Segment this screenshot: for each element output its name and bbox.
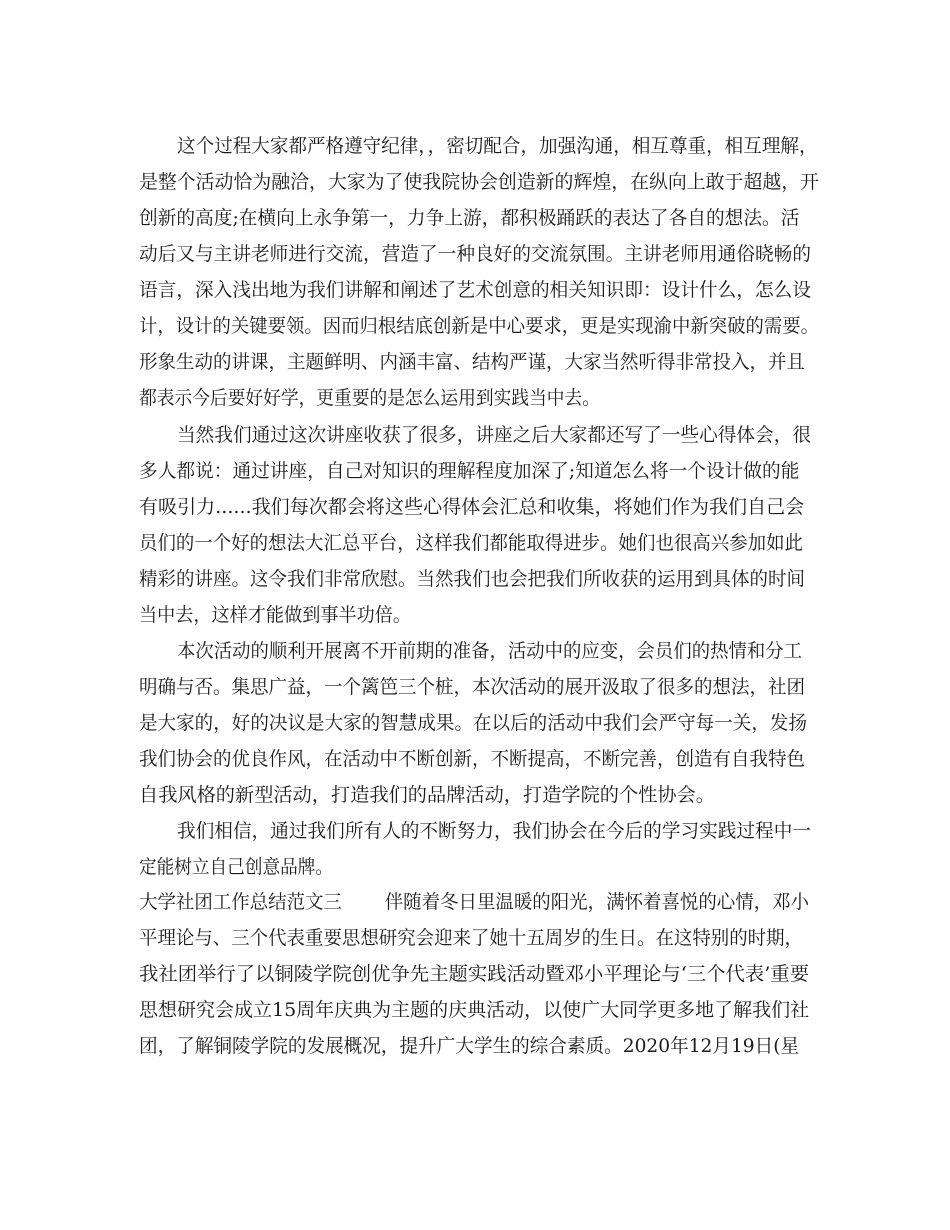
text-line: 我们相信，通过我们所有人的不断努力，我们协会在今后的学习实践过程中一 xyxy=(177,820,812,842)
text-line: 都表示今后要好好学，更重要的是怎么运用到实践当中去。 xyxy=(139,387,601,409)
text-line: 当然我们通过这次讲座收获了很多，讲座之后大家都还写了一些心得体会，很 xyxy=(177,424,812,446)
text-line: 当中去，这样才能做到事半功倍。 xyxy=(139,604,412,626)
text-line: 形象生动的讲课，主题鲜明、内涵丰富、结构严谨，大家当然听得非常投入，并且 xyxy=(139,351,806,373)
text-line: 动后又与主讲老师进行交流，营造了一种良好的交流氛围。主讲老师用通俗晓畅的 xyxy=(139,243,812,265)
text-line: 定能树立自己创意品牌。 xyxy=(139,856,334,878)
text-line: 本次活动的顺利开展离不开前期的准备，活动中的应变，会员们的热情和分工 xyxy=(177,640,803,662)
text-line: 多人都说：通过讲座，自己对知识的理解程度加深了;知道怎么将一个设计做的能 xyxy=(139,460,800,482)
text-line: 我们协会的优良作风，在活动中不断创新，不断提高，不断完善，创造有自我特色 xyxy=(139,748,806,770)
text-line: 语言，深入浅出地为我们讲解和阐述了艺术创意的相关知识即：设计什么，怎么设 xyxy=(139,279,812,301)
text-line: 平理论与、三个代表重要思想研究会迎来了她十五周岁的生日。在这特别的时期， xyxy=(139,927,804,949)
text-line: 员们的一个好的想法大汇总平台，这样我们都能取得进步。她们也很高兴参加如此 xyxy=(139,532,804,554)
text-line: 团，了解铜陵学院的发展概况，提升广大学生的综合素质。2020年12月19日(星 xyxy=(139,1035,800,1057)
text-line: 大学社团工作总结范文三 伴随着冬日里温暖的阳光，满怀着喜悦的心情，邓小 xyxy=(139,891,810,913)
text-line: 是大家的，好的决议是大家的智慧成果。在以后的活动中我们会严守每一关，发扬 xyxy=(139,712,808,734)
text-line: 有吸引力......我们每次都会将这些心得体会汇总和收集，将她们作为我们自己会 xyxy=(139,496,805,518)
text-line: 创新的高度;在横向上永争第一，力争上游，都积极踊跃的表达了各自的想法。活 xyxy=(139,207,800,229)
text-line: 精彩的讲座。这令我们非常欣慰。当然我们也会把我们所收获的运用到具体的时间 xyxy=(139,568,806,590)
text-line: 这个过程大家都严格遵守纪律，，密切配合，加强沟通，相互尊重，相互理解， xyxy=(177,135,818,157)
text-line: 思想研究会成立15周年庆典为主题的庆典活动，以使广大同学更多地了解我们社 xyxy=(139,999,810,1021)
text-line: 我社团举行了以铜陵学院创优争先主题实践活动暨邓小平理论与‘三个代表’重要 xyxy=(139,963,810,985)
text-line: 计，设计的关键要领。因而归根结底创新是中心要求，更是实现渝中新突破的需要。 xyxy=(139,315,820,337)
text-line: 自我风格的新型活动，打造我们的品牌活动，打造学院的个性协会。 xyxy=(139,784,716,806)
text-line: 是整个活动恰为融洽，大家为了使我院协会创造新的辉煌，在纵向上敢于超越，开 xyxy=(139,171,820,193)
text-line: 明确与否。集思广益，一个篱笆三个桩，本次活动的展开汲取了很多的想法，社团 xyxy=(139,676,806,698)
